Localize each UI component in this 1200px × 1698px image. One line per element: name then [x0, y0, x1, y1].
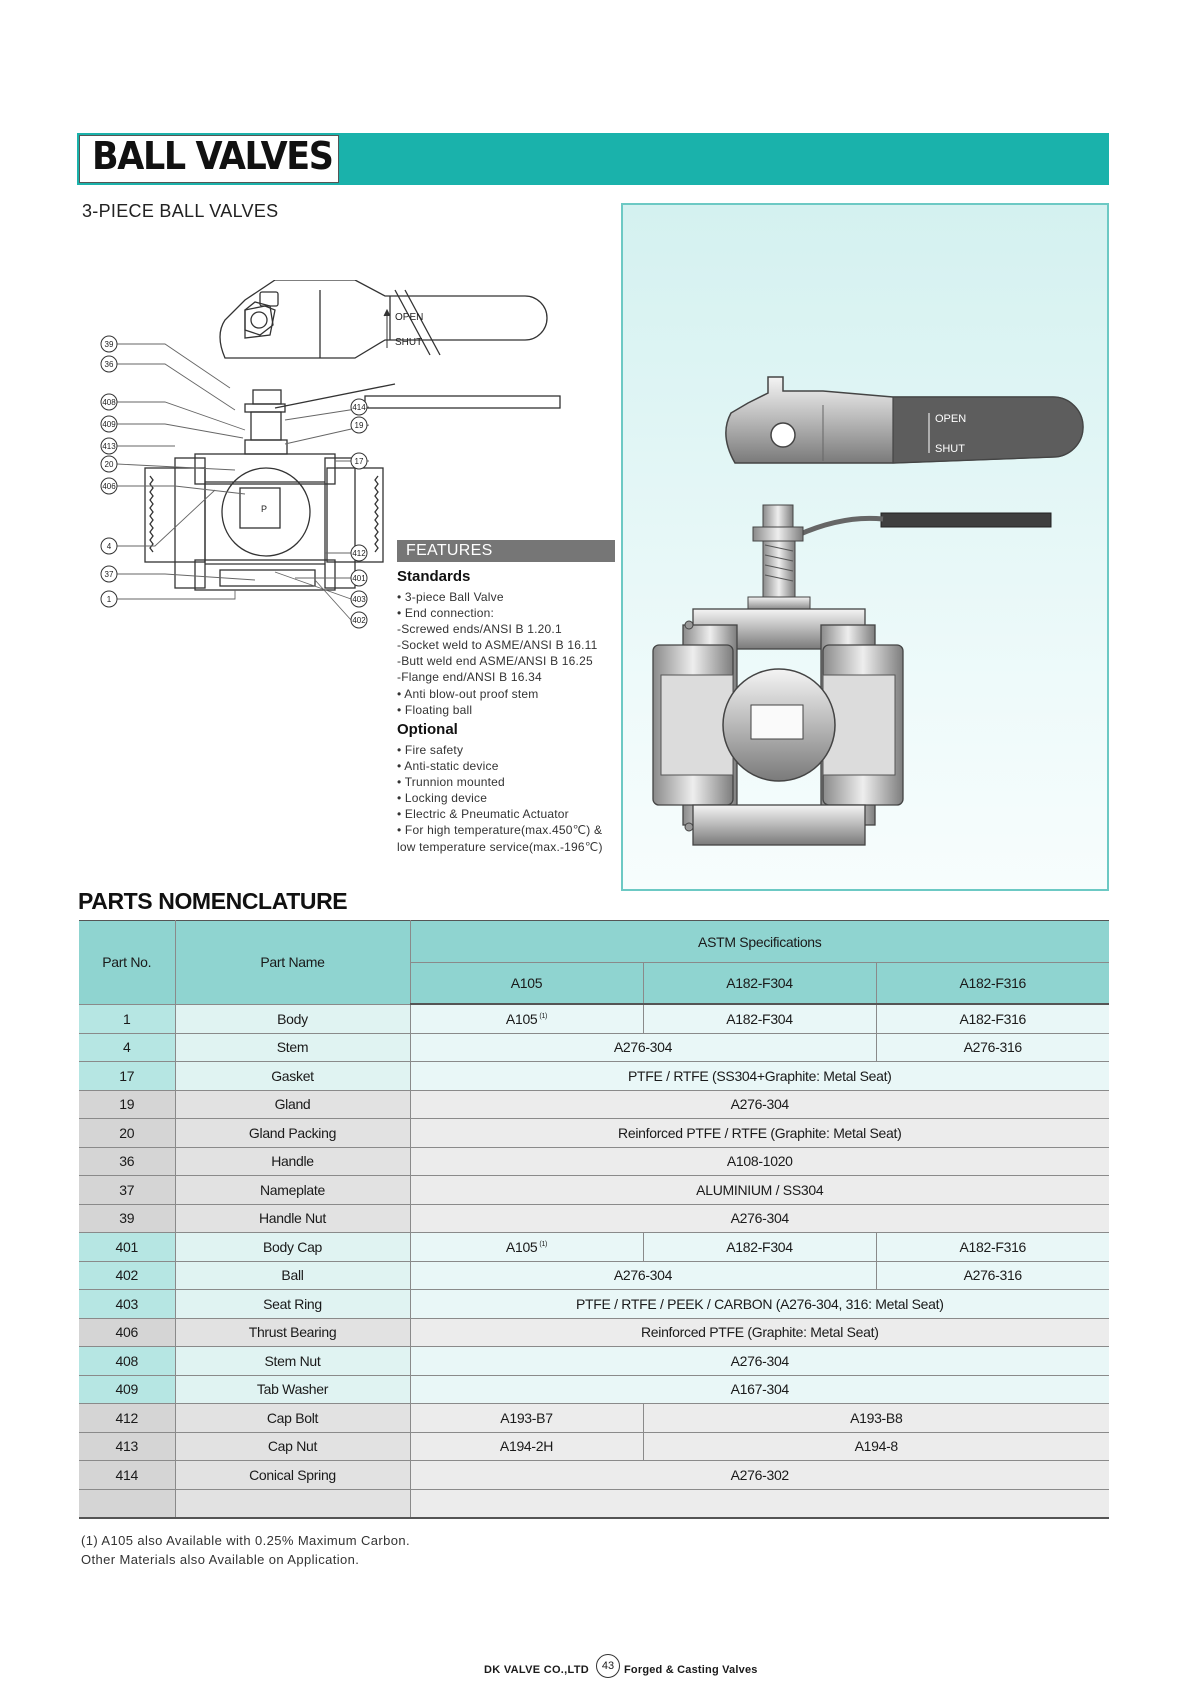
callout-number: 17 — [354, 457, 364, 466]
spec-cell — [410, 1233, 643, 1262]
part-no-cell — [79, 1147, 175, 1176]
spec-cell — [410, 1432, 643, 1461]
part-no-cell-text: 17 — [119, 1067, 135, 1084]
part-no-cell-text: 39 — [119, 1210, 135, 1227]
spec-cell — [410, 1090, 1109, 1119]
empty-cell — [410, 1489, 1109, 1518]
table-row — [79, 1119, 1109, 1148]
empty-cell — [79, 1489, 175, 1518]
part-name-cell — [175, 1176, 410, 1205]
spec-cell — [410, 1062, 1109, 1091]
callout-number: 39 — [104, 340, 114, 349]
table-row — [79, 1432, 1109, 1461]
table-row — [79, 1375, 1109, 1404]
part-no-cell-text: 409 — [115, 1381, 138, 1398]
spec-cell-text: A105 — [505, 1238, 538, 1255]
spec-cell — [643, 1432, 1109, 1461]
spec-cell-text: A276-316 — [963, 1039, 1022, 1056]
part-no-cell-text: 4 — [123, 1039, 131, 1056]
callout-number: 414 — [352, 403, 366, 412]
optional-item: • Anti-static device — [397, 759, 499, 774]
spec-cell-text: ALUMINIUM / SS304 — [696, 1181, 824, 1198]
callout-number: 413 — [102, 442, 116, 451]
header-part-name: Part Name — [175, 921, 410, 1005]
part-name-cell — [175, 1090, 410, 1119]
part-no-cell — [79, 1432, 175, 1461]
part-no-cell-text: 412 — [115, 1409, 138, 1426]
part-name-cell-text: Conical Spring — [249, 1466, 336, 1483]
table-row — [79, 1261, 1109, 1290]
part-name-cell — [175, 1147, 410, 1176]
callout-number: 19 — [354, 421, 364, 430]
spec-cell-text: A276-304 — [730, 1210, 789, 1227]
part-no-cell-text: 1 — [123, 1010, 131, 1027]
callout-number: 409 — [102, 420, 116, 429]
part-no-cell — [79, 1062, 175, 1091]
optional-item: • Trunnion mounted — [397, 775, 505, 790]
part-no-cell-text: 20 — [119, 1124, 135, 1141]
spec-cell-text: A194-2H — [499, 1438, 554, 1455]
part-no-cell-text: 403 — [115, 1295, 138, 1312]
part-no-cell — [79, 1290, 175, 1319]
callout-number: 20 — [104, 460, 114, 469]
part-name-cell-text: Thrust Bearing — [248, 1324, 337, 1341]
footer-page-number: 43 — [596, 1654, 620, 1678]
spec-cell — [410, 1290, 1109, 1319]
spec-cell — [643, 1004, 876, 1033]
part-no-cell — [79, 1033, 175, 1062]
valve-cutaway-illustration — [623, 205, 1107, 889]
drawing-shut-label: SHUT — [395, 337, 423, 348]
callout-number: 403 — [352, 595, 366, 604]
part-name-cell — [175, 1062, 410, 1091]
part-no-cell-text: 401 — [115, 1238, 138, 1255]
table-header-row — [79, 921, 1109, 963]
part-name-cell-text: Seat Ring — [263, 1295, 322, 1312]
part-no-cell — [79, 1233, 175, 1262]
callout-number: 4 — [106, 542, 112, 551]
spec-cell-text: A276-304 — [730, 1352, 789, 1369]
part-name-cell — [175, 1347, 410, 1376]
part-no-cell-text: 406 — [115, 1324, 138, 1341]
header-part-no: Part No. — [79, 921, 175, 1005]
header-col-a105: A105 — [410, 963, 643, 1005]
photo-open-label: OPEN — [935, 413, 967, 425]
spec-cell-text: Reinforced PTFE / RTFE (Graphite: Metal Seat) — [618, 1124, 902, 1141]
part-name-cell-text: Cap Bolt — [266, 1409, 319, 1426]
standards-item: • Anti blow-out proof stem — [397, 686, 539, 701]
part-name-cell-text: Gland Packing — [248, 1124, 337, 1141]
part-no-cell — [79, 1090, 175, 1119]
spec-cell — [643, 1404, 1109, 1433]
spec-cell — [410, 1261, 876, 1290]
footnote-marker: (1) — [539, 1012, 548, 1020]
table-row-empty — [79, 1489, 1109, 1518]
spec-cell — [410, 1033, 876, 1062]
spec-cell-text: A276-302 — [730, 1466, 789, 1483]
part-no-cell — [79, 1375, 175, 1404]
table-row — [79, 1176, 1109, 1205]
part-name-cell-text: Cap Nut — [267, 1438, 318, 1455]
part-name-cell — [175, 1432, 410, 1461]
spec-cell-text: Reinforced PTFE (Graphite: Metal Seat) — [640, 1324, 879, 1341]
callout-number: 412 — [352, 549, 366, 558]
drawing-open-label: OPEN — [395, 312, 424, 323]
drawing-p-label: P — [261, 504, 268, 514]
table-row — [79, 1147, 1109, 1176]
standards-list — [397, 589, 597, 718]
part-name-cell-text: Ball — [281, 1267, 304, 1284]
table-row — [79, 1033, 1109, 1062]
optional-item: low temperature service(max.-196℃) — [397, 839, 603, 854]
spec-cell-text: A276-304 — [613, 1039, 673, 1056]
optional-item: • Locking device — [397, 791, 488, 806]
part-name-cell-text: Stem Nut — [264, 1352, 321, 1369]
spec-cell-text: A167-304 — [730, 1381, 789, 1398]
part-name-cell — [175, 1033, 410, 1062]
part-name-cell-text: Handle — [271, 1153, 314, 1170]
part-no-cell-text: 36 — [119, 1153, 135, 1170]
parts-table — [79, 920, 1109, 1519]
spec-cell-text: A182-F304 — [726, 1010, 793, 1027]
photo-panel — [621, 203, 1109, 891]
table-row — [79, 1090, 1109, 1119]
part-name-cell — [175, 1375, 410, 1404]
optional-title: Optional — [397, 721, 458, 738]
table-row — [79, 1233, 1109, 1262]
header-astm: ASTM Specifications — [410, 921, 1109, 963]
spec-cell — [876, 1233, 1109, 1262]
spec-cell — [410, 1147, 1109, 1176]
part-name-cell-text: Body Cap — [262, 1238, 323, 1255]
standards-title: Standards — [397, 568, 471, 585]
part-name-cell — [175, 1404, 410, 1433]
empty-cell — [175, 1489, 410, 1518]
spec-cell-text: A108-1020 — [726, 1153, 793, 1170]
spec-cell-text: A193-B7 — [500, 1409, 553, 1426]
standards-item: • 3-piece Ball Valve — [397, 590, 504, 604]
spec-cell — [410, 1004, 643, 1033]
page-title: BALL VALVES — [92, 134, 333, 178]
spec-cell — [410, 1119, 1109, 1148]
callout-number: 36 — [104, 360, 114, 369]
part-no-cell — [79, 1004, 175, 1033]
part-no-cell-text: 402 — [115, 1267, 138, 1284]
header-col-f316: A182-F316 — [876, 963, 1109, 1005]
optional-list — [397, 742, 603, 855]
part-name-cell-text: Gasket — [271, 1067, 314, 1084]
spec-cell-text: A105 — [505, 1010, 538, 1027]
footnote-line: (1) A105 also Available with 0.25% Maximum Carbon. — [81, 1533, 411, 1548]
spec-cell — [410, 1176, 1109, 1205]
part-no-cell — [79, 1119, 175, 1148]
optional-item: • Fire safety — [397, 743, 464, 757]
spec-cell-text: A182-F316 — [959, 1238, 1027, 1255]
part-name-cell — [175, 1004, 410, 1033]
spec-cell — [410, 1347, 1109, 1376]
footnote-marker: (1) — [539, 1240, 548, 1248]
table-row — [79, 1290, 1109, 1319]
table-row — [79, 1404, 1109, 1433]
spec-cell-text: PTFE / RTFE / PEEK / CARBON (A276-304, 316: Metal Seat) — [575, 1295, 944, 1312]
table-row — [79, 1347, 1109, 1376]
callout-number: 401 — [352, 574, 366, 583]
header-col-f304: A182-F304 — [643, 963, 876, 1005]
standards-item: -Flange end/ANSI B 16.34 — [397, 670, 542, 685]
spec-cell — [643, 1233, 876, 1262]
table-row — [79, 1204, 1109, 1233]
page-subtitle: 3-PIECE BALL VALVES — [82, 201, 279, 221]
table-row — [79, 1004, 1109, 1033]
callout-number: 1 — [106, 595, 112, 604]
part-name-cell-text: Nameplate — [259, 1181, 325, 1198]
table-row — [79, 1062, 1109, 1091]
standards-item: -Butt weld end ASME/ANSI B 16.25 — [397, 654, 593, 669]
part-no-cell — [79, 1204, 175, 1233]
spec-cell-text: A182-F316 — [959, 1010, 1027, 1027]
spec-cell — [410, 1204, 1109, 1233]
spec-cell-text: A194-8 — [854, 1438, 898, 1455]
part-no-cell-text: 414 — [115, 1466, 138, 1483]
standards-item: -Socket weld to ASME/ANSI B 16.11 — [397, 638, 598, 653]
part-no-cell — [79, 1261, 175, 1290]
spec-cell-text: A276-304 — [613, 1267, 673, 1284]
spec-cell — [876, 1033, 1109, 1062]
part-name-cell-text: Tab Washer — [256, 1381, 329, 1398]
part-name-cell — [175, 1233, 410, 1262]
footnotes — [81, 1531, 410, 1569]
spec-cell — [410, 1375, 1109, 1404]
part-no-cell — [79, 1318, 175, 1347]
part-name-cell — [175, 1461, 410, 1490]
part-name-cell — [175, 1290, 410, 1319]
part-no-cell-text: 19 — [119, 1096, 135, 1113]
callout-number: 408 — [102, 398, 116, 407]
spec-cell-text: A193-B8 — [850, 1409, 903, 1426]
table-row — [79, 1318, 1109, 1347]
footer-section: Forged & Casting Valves — [624, 1664, 758, 1676]
optional-item: • Electric & Pneumatic Actuator — [397, 807, 569, 822]
part-name-cell-text: Stem — [276, 1039, 309, 1056]
part-no-cell-text: 37 — [119, 1181, 135, 1198]
table-row — [79, 1461, 1109, 1490]
features-heading: FEATURES — [397, 540, 615, 562]
parts-title: PARTS NOMENCLATURE — [78, 888, 348, 914]
part-no-cell — [79, 1347, 175, 1376]
part-name-cell-text: Body — [277, 1010, 308, 1027]
optional-item: • For high temperature(max.450℃) & — [397, 823, 603, 838]
part-no-cell-text: 413 — [115, 1438, 138, 1455]
spec-cell — [876, 1261, 1109, 1290]
standards-item: • End connection: — [397, 606, 494, 621]
part-name-cell-text: Handle Nut — [258, 1210, 327, 1227]
part-name-cell-text: Gland — [274, 1096, 311, 1113]
part-name-cell — [175, 1318, 410, 1347]
spec-cell-text: A276-316 — [963, 1267, 1022, 1284]
callout-number: 37 — [104, 570, 114, 579]
part-no-cell — [79, 1176, 175, 1205]
photo-shut-label: SHUT — [935, 443, 965, 455]
part-name-cell — [175, 1119, 410, 1148]
callout-number: 402 — [352, 616, 366, 625]
spec-cell-text: A182-F304 — [726, 1238, 793, 1255]
spec-cell-text: A276-304 — [730, 1096, 789, 1113]
footnote-line: Other Materials also Available on Application. — [81, 1552, 360, 1567]
spec-cell — [876, 1004, 1109, 1033]
part-name-cell — [175, 1261, 410, 1290]
footer-company: DK VALVE CO.,LTD — [483, 1664, 589, 1676]
standards-item: • Floating ball — [397, 702, 473, 717]
part-name-cell — [175, 1204, 410, 1233]
part-no-cell — [79, 1461, 175, 1490]
part-no-cell — [79, 1404, 175, 1433]
part-no-cell-text: 408 — [115, 1352, 138, 1369]
standards-item: -Screwed ends/ANSI B 1.20.1 — [397, 622, 562, 637]
spec-cell — [410, 1404, 643, 1433]
spec-cell — [410, 1318, 1109, 1347]
callout-number: 406 — [102, 482, 116, 491]
spec-cell — [410, 1461, 1109, 1490]
spec-cell-text: PTFE / RTFE (SS304+Graphite: Metal Seat) — [627, 1067, 892, 1084]
